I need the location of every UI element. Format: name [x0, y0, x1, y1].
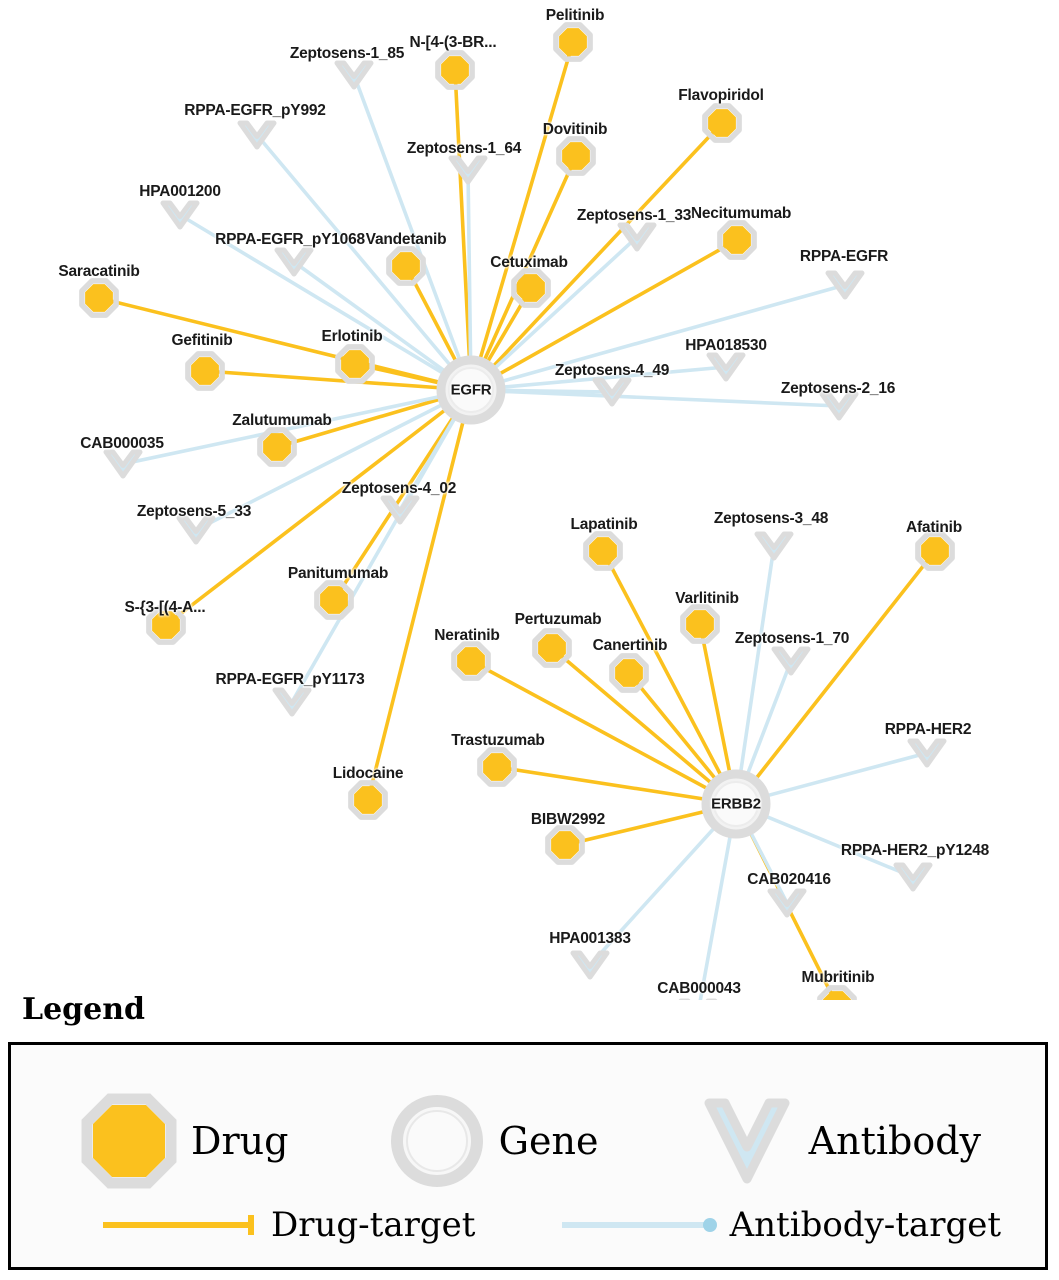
- antibody-node-label: Zeptosens-1_33: [576, 207, 692, 224]
- legend-label-antibody-target: Antibody-target: [729, 1205, 1001, 1245]
- drug-node-label: Afatinib: [905, 519, 963, 536]
- drug-node[interactable]: [457, 647, 485, 675]
- antibody-node-label: RPPA-HER2: [884, 721, 972, 738]
- drug-node-label: S-{3-[(4-A...: [124, 599, 206, 616]
- antibody-node-label: HPA001200: [139, 183, 221, 200]
- drug-node-label: Panitumumab: [287, 565, 389, 582]
- antibody-node[interactable]: [573, 953, 607, 977]
- antibody-node[interactable]: [337, 63, 371, 87]
- drug-node-label: Erlotinib: [321, 328, 383, 345]
- legend-item-antibody-target: [560, 1205, 1001, 1245]
- drug-node[interactable]: [921, 537, 949, 565]
- drug-node[interactable]: [392, 252, 420, 280]
- legend-item-gene: [389, 1093, 599, 1189]
- drug-node[interactable]: [341, 350, 369, 378]
- drug-node[interactable]: [263, 433, 291, 461]
- drug-node[interactable]: [589, 537, 617, 565]
- drug-node[interactable]: [562, 142, 590, 170]
- antibody-node-label: CAB000043: [657, 980, 741, 997]
- drug-node-label: Trastuzumab: [451, 732, 545, 749]
- legend-box: [8, 1042, 1048, 1270]
- antibody-node-label: CAB000035: [80, 435, 164, 452]
- drug-node-label: Mubritinib: [801, 969, 875, 986]
- antibody-node-label: RPPA-EGFR: [799, 248, 889, 265]
- legend-item-antibody: [699, 1093, 981, 1189]
- drug-node-label: Saracatinib: [58, 263, 140, 280]
- legend-item-drug: [81, 1093, 288, 1189]
- drug-node-label: Lidocaine: [332, 765, 404, 782]
- drug-node[interactable]: [615, 659, 643, 687]
- drug-node[interactable]: [538, 634, 566, 662]
- legend-symbol-row: [81, 1093, 981, 1189]
- drug-node[interactable]: [708, 109, 736, 137]
- drug-node-label: Cetuximab: [490, 254, 568, 271]
- drug-node[interactable]: [483, 753, 511, 781]
- antibody-node[interactable]: [179, 518, 213, 542]
- legend-item-drug-target: [101, 1205, 475, 1245]
- drug-node[interactable]: [551, 831, 579, 859]
- antibody-node-label: Zeptosens-5_33: [136, 503, 252, 520]
- antibody-node-label: Zeptosens-1_64: [406, 140, 522, 157]
- drug-target-edge-icon: [101, 1213, 261, 1237]
- antibody-node[interactable]: [770, 891, 804, 915]
- antibody-node[interactable]: [106, 452, 140, 476]
- antibody-node[interactable]: [828, 273, 862, 297]
- antibody-target-edge-icon: [560, 1213, 720, 1237]
- antibody-node-label: CAB020416: [747, 871, 831, 888]
- antibody-node-label: Zeptosens-1_70: [734, 630, 850, 647]
- antibody-node-label: Zeptosens-2_16: [780, 380, 896, 397]
- antibody-node[interactable]: [620, 225, 654, 249]
- drug-node[interactable]: [441, 56, 469, 84]
- gene-node-label: EGFR: [450, 381, 492, 399]
- drug-node-label: Neratinib: [434, 627, 500, 644]
- drug-node-label: Lapatinib: [570, 516, 638, 533]
- antibody-node[interactable]: [910, 741, 944, 765]
- drug-node-label: Pertuzumab: [514, 611, 602, 628]
- drug-node-label: Flavopiridol: [678, 87, 764, 104]
- antibody-node[interactable]: [240, 123, 274, 147]
- drug-node-label: Gefitinib: [171, 332, 233, 349]
- drug-node[interactable]: [517, 274, 545, 302]
- gene-node-label: ERBB2: [711, 795, 761, 813]
- drug-node[interactable]: [354, 786, 382, 814]
- antibody-node-label: Zeptosens-4_02: [341, 480, 457, 497]
- antibody-node[interactable]: [757, 534, 791, 558]
- drug-node-label: N-[4-(3-BR...: [409, 34, 497, 51]
- legend-label-antibody: Antibody: [808, 1119, 981, 1163]
- antibody-node[interactable]: [275, 690, 309, 714]
- legend-label-drug: Drug: [191, 1119, 289, 1163]
- antibody-node-label: RPPA-HER2_pY1248: [840, 842, 990, 859]
- drug-node[interactable]: [686, 610, 714, 638]
- antibody-node[interactable]: [774, 649, 808, 673]
- antibody-node-label: HPA018530: [685, 337, 767, 354]
- drug-node-label: Vandetanib: [365, 231, 447, 248]
- drug-node-label: Canertinib: [592, 637, 668, 654]
- antibody-node-label: RPPA-EGFR_pY1173: [215, 671, 365, 688]
- drug-node[interactable]: [85, 284, 113, 312]
- drug-node[interactable]: [191, 357, 219, 385]
- antibody-node-label: Zeptosens-1_85: [289, 45, 405, 62]
- drug-node[interactable]: [559, 28, 587, 56]
- antibody-node-label: Zeptosens-4_49: [554, 362, 670, 379]
- drug-icon: [81, 1093, 177, 1189]
- legend-edge-row: [101, 1205, 1001, 1245]
- legend-label-gene: Gene: [498, 1119, 599, 1163]
- drug-node-label: Pelitinib: [545, 7, 605, 24]
- drug-node[interactable]: [320, 586, 348, 614]
- drug-node-label: Zalutumumab: [232, 412, 332, 429]
- antibody-icon: [699, 1093, 795, 1189]
- drug-target-edge: [736, 551, 935, 804]
- drug-node-label: BIBW2992: [530, 811, 606, 828]
- legend-title: Legend: [22, 992, 146, 1027]
- antibody-node[interactable]: [451, 158, 485, 182]
- antibody-node-label: RPPA-EGFR_pY992: [184, 102, 326, 119]
- drug-node-label: Necitumumab: [690, 205, 792, 222]
- gene-icon: [389, 1093, 485, 1189]
- antibody-node-label: Zeptosens-3_48: [713, 510, 829, 527]
- antibody-node[interactable]: [896, 865, 930, 889]
- antibody-node-label: RPPA-EGFR_pY1068: [215, 231, 365, 248]
- antibody-node-label: HPA001383: [549, 930, 631, 947]
- drug-node-label: Dovitinib: [542, 121, 608, 138]
- drug-node-label: Varlitinib: [675, 590, 739, 607]
- drug-node[interactable]: [723, 226, 751, 254]
- legend-label-drug-target: Drug-target: [271, 1205, 476, 1245]
